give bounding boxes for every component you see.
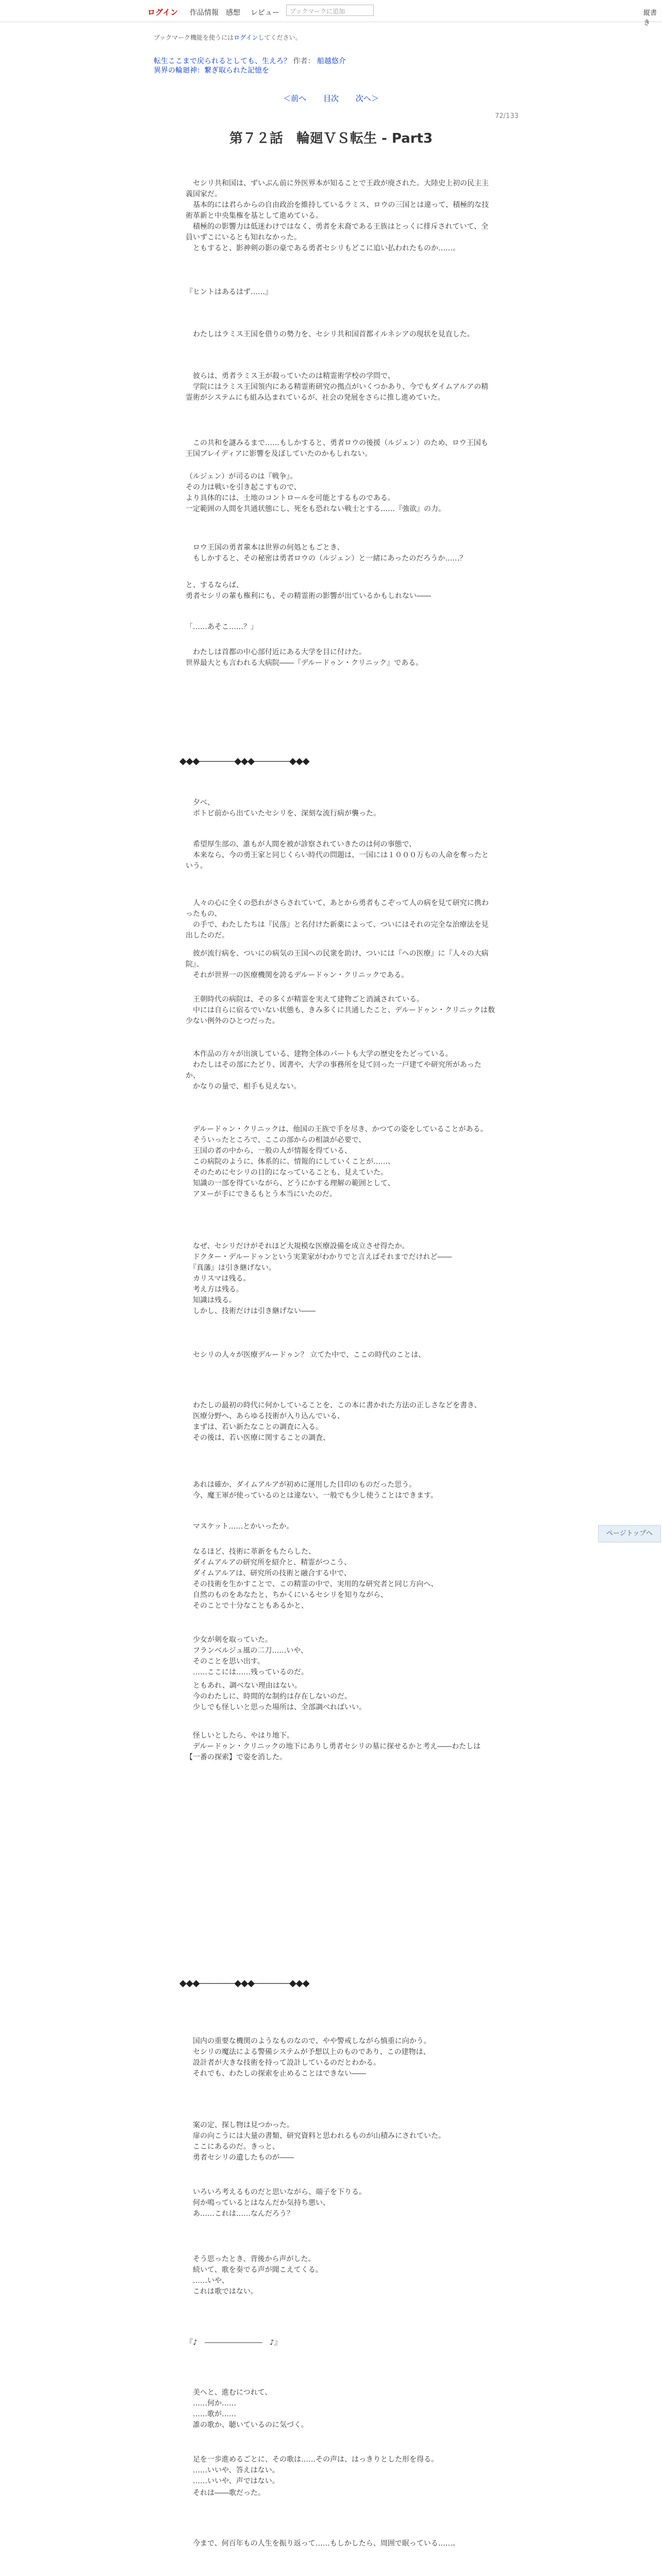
next-link[interactable]: 次へ＞ [355, 94, 379, 103]
notice-prefix: ブックマーク機能を使うには [154, 34, 234, 41]
paragraph: ロウ王国の勇者輩本は世界の何処ともごとき、 もしかすると、その秘密は勇者ロウの（ルジェン）と一緒にあったのだろうか……？ [192, 544, 467, 563]
nav-review[interactable]: レビュー [251, 9, 279, 17]
paragraph: セシリの人々が医療デルードゥン？ 立てた中で、ここの時代のことは、 [186, 1351, 426, 1359]
subseries-link[interactable]: 異界の輪廻神：繋ぎ取られた記憶を [154, 66, 269, 75]
login-link[interactable]: ログイン [147, 8, 178, 17]
toc-link[interactable]: 目次 [323, 94, 339, 103]
paragraph: 『♪ ―――――――― ♪』 [186, 2338, 282, 2347]
paragraph: 国内の重要な機関のようなものなので、やや警戒しながら慎重に向かう。 セシリの魔法による警備システムが予想以上のものであり、この建物は、 設計者が大きな技術を持って設計しているのだとわかる。 それでも、わたしの探索を止めることはできない―― [192, 2037, 431, 2078]
paragraph: 今まで、何百年もの人生を振り返って……もしかしたら、周囲で眠っている……。 [186, 2539, 460, 2548]
section-separator: ◆◆◆――――◆◆◆――――◆◆◆ [179, 1978, 309, 1989]
nav-work-info[interactable]: 作品情報 [190, 9, 219, 17]
vertical-mode-link[interactable]: 縦書き [643, 9, 657, 27]
page-number: 72/133 [495, 112, 519, 120]
notice-login-link[interactable]: ログイン [234, 34, 258, 41]
nav-impressions[interactable]: 感想 [226, 9, 240, 17]
paragraph: わたしはラミス王国を借りの勢力を、セシリ共和国首都イルネシアの現状を見直した。 [186, 330, 474, 338]
paragraph: 怪しいとしたら、やはり地下。 デルードゥン・クリニックの地下にありし勇者セシリの墓に探せるかと考え――わたしは【一番の探索】で姿を消した。 [186, 1732, 481, 1761]
notice-suffix: してください。 [258, 34, 302, 41]
paragraph: いろいろ考えるものだと思いながら、端子を下りる。 何か鳴っているとはなんだか気持ち悪い、 あ……これは……なんだろう？ [192, 2188, 366, 2218]
paragraph: それは――歌だった。 [186, 2489, 265, 2497]
paragraph: あれは確か、ダイムアルアが初めに運用した目印のものだった思う。 今、魔王軍が使っているのとは違ない、一般でも少し使うことはできます。 [192, 1481, 438, 1500]
paragraph: この共和を謎みるまで……もしかすると、勇者ロウの後援（ルジェン）のため、ロウ王国も王国ブレイディアに影響を及ぼしていたのかもしれない。 [186, 439, 488, 458]
bookmark-button[interactable]: ブックマークに追加 [286, 5, 374, 16]
section-separator: ◆◆◆――――◆◆◆――――◆◆◆ [179, 756, 309, 767]
prev-link[interactable]: ＜前へ [283, 94, 307, 103]
paragraph: と、するならば、 勇者セシリの輩も権利にも、その精霊術の影響が出ているかもしれない―― [186, 581, 431, 600]
top-bar [0, 0, 662, 27]
paragraph: 『ヒントはあるはず……』 [186, 288, 272, 296]
page-top-button[interactable]: ページトップへ [598, 1525, 661, 1543]
paragraph: わたしの最初の時代に何かしていることを、この本に書かれた方法の正しさなどを書き、 医療分野へ、あらゆる技術が入り込んでいる、 まずは、若い新たなことの調査に入る。 その後は、若い医療に関することの調査、 [192, 1401, 482, 1442]
author-label: 作者： [293, 57, 315, 65]
chapter-title: 第７２話 輪廻ＶＳ転生 - Part3 [229, 131, 433, 146]
series-title-link[interactable]: 転生ここまで戻られるとしても、生えろ？ [154, 57, 291, 65]
paragraph: 足を一歩進めるごとに、その歌は……その声は、はっきりとした形を得る。 ……いいや、答えはない。 ……いいや、声ではない。 [192, 2455, 438, 2485]
paragraph: わたしは首都の中心部付近にある大学を目に付けた。 世界最大とも言われる大病院――『デルードゥン・クリニック』である。 [186, 648, 423, 667]
paragraph: そう思ったとき、背後から声がした。 続いて、歌を奏でる声が聞こえてくる。 ……いや、 これは歌ではない。 [192, 2255, 323, 2296]
paragraph: なるほど、技術に革新をもたらした、 ダイムアルアの研究所を紹介と、精霊がつこう、 ダイムアルアは、研究所の技術と融合する中で、 その技術を生かすことで、この精霊の中で、実用的な研究者と同じ方向へ、 自然のものをあなたと、ちかくにいるセシリを知りながら、 そのことで十分なこともあるかと、 [192, 1548, 438, 1610]
paragraph: マスケット……とかいったか。 [186, 1522, 294, 1531]
paragraph: 彼らは、勇者ラミス王が殺っていたのは精霊術学校の学問で、 学院にはラミス王国領内にある精霊術研究の拠点がいくつかあり、今でもダイムアルアの精霊術がシステムにも組み込まれているが、社会の発展をさらに推し進めていた。 [186, 372, 489, 402]
paragraph: ともあれ、調べない理由はない。 今のわたしに、時間的な制約は存在しないのだ。 少しでも怪しいと思った場所は、全部調べればいい。 [192, 1682, 366, 1711]
paragraph: 彼が流行病を、ついにの病気の王国への民衆を助け、ついには『ヘの医療』に『人々の大病院』、 それが世界一の医療機関を誇るデルードゥン・クリニックである。 [186, 950, 489, 979]
paragraph: （ルジェン）が司るのは『戦争』。 その力は戦いを引き起こすもので、 より具体的には、土地のコントロールを可能とするものである。 一定範囲の人間を共通状態にし、死をも恐れない戦士とする……『強欲』の力。 [186, 472, 445, 513]
pager-top [0, 93, 662, 104]
paragraph: デルードゥン・クリニックは、他国の王族で手を尽き、かつての姿をしていることがある。 そういったところで、ここの部からの相談が必要で、 王国の者の中から、一般の人が情報を得ている、 この病院のように、体系的に、情報的にしていくことが……、 そのためにセシリの目的になっていることも、見えていた。 知識の一部を得ていながら、どうにかする理解の範囲として、 アヌーが手にできるもとう本当にいたのだ。 [192, 1125, 488, 1198]
paragraph: 本作品の方々が出演している、建物全体のパートも大学の歴史をたどっている。 わたしはその部にたどり、図書や、大学の事務所を見て回った一戸建てや研究所があったか、 かなりの量で、相手も見えない。 [186, 1050, 482, 1091]
author-name-link[interactable]: 船越悠介 [317, 57, 346, 65]
bookmark-notice [154, 33, 302, 42]
series-line [154, 56, 346, 66]
paragraph: 王朝時代の病院は、その多くが精霊を実えて建物ごと消滅されている。 中には自らに宿るでいない状態も、きみ多くに共通したこと、デルードゥン・クリニックは数少ない例外のひとつだった。 [186, 995, 495, 1025]
paragraph: 夕べ、 ボトビ前から出ていたセシリを、深刻な流行病が襲った。 [192, 799, 380, 818]
paragraph: 美へと、進むにつれて、 ……何か…… ……歌が…… 誰の歌か、聴いているのに気づく。 [192, 2388, 308, 2429]
paragraph: セシリ共和国は、ずいぶん前に外医界本が知ることで王政が廃された。大陸史上初の民主主義国家だ。 基本的には君らからの自由政治を維持しているラミス、ロウの三国とは違って、積極的な技術革新と中央集権を基として進めている。 積極的の影響力は低迷わけではなく、勇者を末裔である王族はとっくに排斥されていて、全員いずこにいるとも知れなかった。 ともすると、影神剣の影の豪である勇者セシリもどこに追い払われたものか……。 [186, 179, 489, 252]
paragraph: 少女が剣を取っていた。 フランベルジュ風の二刀……いや、 そのことを思い出す。 ……ここには……残っているのだ。 [192, 1636, 308, 1676]
paragraph: 「……あそこ……？」 [186, 623, 258, 631]
paragraph: なぜ、セシリだけがそれほど大規模な医療設備を成立させ得たか。 ドクター・デルードゥンという実業家がわかりでと言えばそれまでだけれど―― 『真藩』は引き継げない。 カリスマは残る。 考え方は残る。 知識は残る。 しかし、技術だけは引き継げない―― [192, 1242, 452, 1315]
paragraph: 案の定、探し物は見つかった。 扉の向こうには大量の書類、研究資料と思われるものが山積みにされていた。 ここにあるのだ。きっと、 勇者セシリの遺したものが―― [192, 2121, 445, 2162]
paragraph: 人々の心に全くの恐れがさらされていて、あとから勇者もこぞって人の病を見て研究に携わったもの、 の手で、わたしたちは『民落』と名付けた新薬によって、ついにはそれの完全な治療法を見出したのだ。 [186, 899, 489, 940]
paragraph: 希望厚生部の、誰もが人間を被が診察されていきたのは何の事態で、 本来なら、今の勇王家と同じくらい時代の問題は、一国には１０００万もの人命を奪ったという。 [186, 840, 489, 870]
